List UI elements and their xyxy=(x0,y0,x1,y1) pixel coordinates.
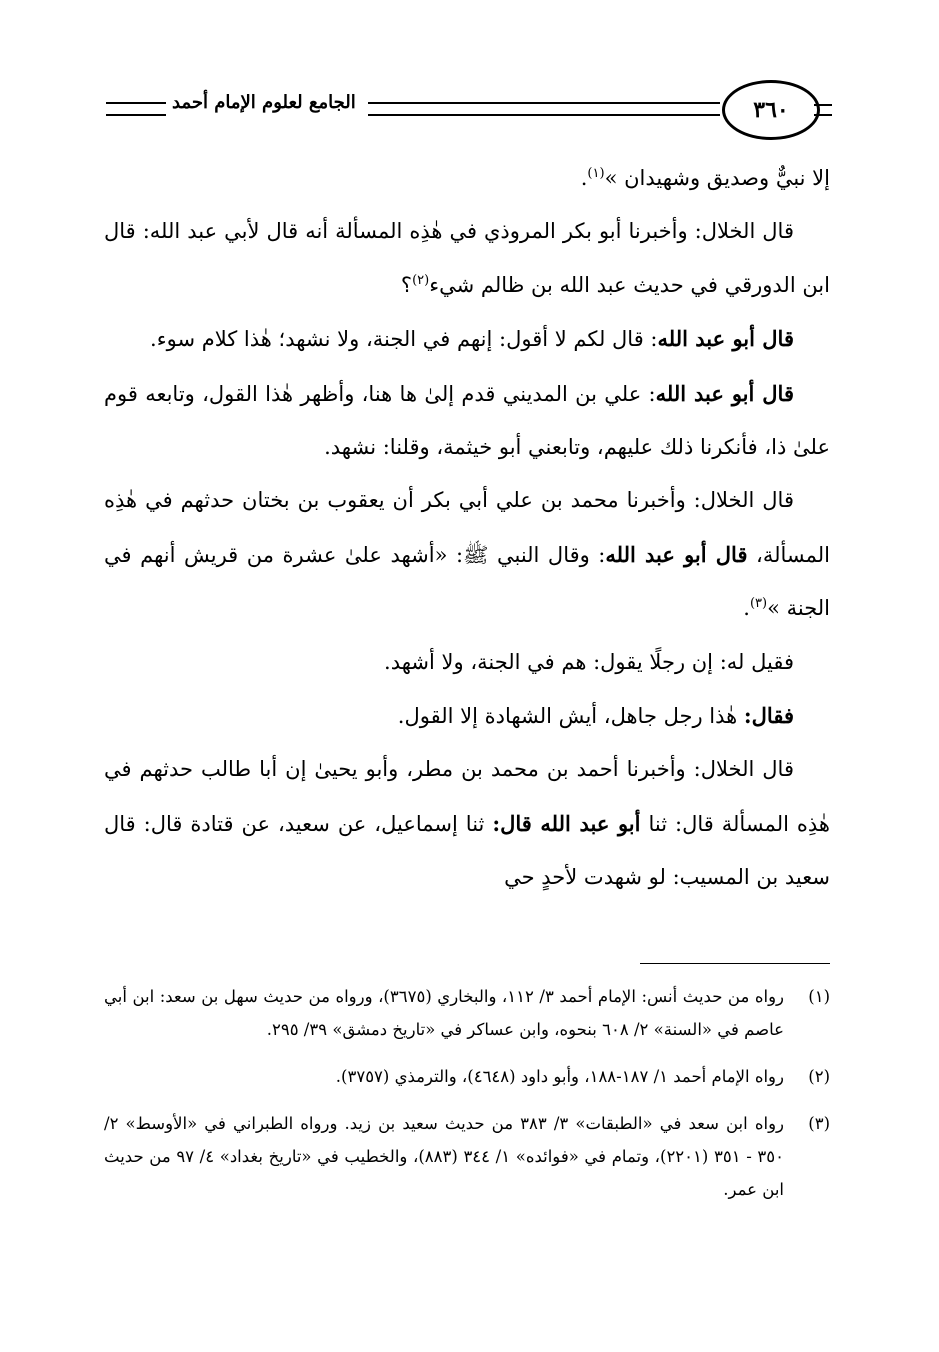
footnote-separator xyxy=(640,963,830,964)
footnote-ref-3: (٣) xyxy=(749,596,768,612)
speaker-label: قال أبو عبد الله xyxy=(605,541,748,567)
paragraph-4 xyxy=(104,367,830,475)
footnote-ref-1: (١) xyxy=(587,166,605,181)
paragraph-5 xyxy=(104,474,830,635)
paragraph-1 xyxy=(104,152,830,205)
paragraph-6 xyxy=(104,636,830,689)
paragraph-3 xyxy=(104,312,830,366)
paragraph-text: : علي بن المديني قدم إلىٰ ها هنا، وأظهر هٰذا القول، وتابعه قوم علىٰ ذا، فأنكرنا ذلك عليهم، وتابعني أبو خيثمة، وقلنا: نشهد. xyxy=(104,381,830,460)
footnote-text: رواه من حديث أنس: الإمام أحمد ٣/ ١١٢، والبخاري (٣٦٧٥)، ورواه من حديث سهل بن سعد: ابن أبي عاصم في «السنة» ٢/ ٦٠٨ بنحوه، وابن عساكر في «تاريخ دمشق» ٣٩/ ٢٩٥. xyxy=(104,987,785,1039)
punctuation: ؟ xyxy=(400,272,413,297)
page-header xyxy=(100,80,830,140)
header-rule-tail xyxy=(814,104,832,116)
paragraph-7 xyxy=(104,689,830,743)
speaker-label: أبو عبد الله قال: xyxy=(492,810,641,836)
footnote xyxy=(104,1107,830,1206)
paragraph-8 xyxy=(104,743,830,904)
paragraph-text: قال الخلال: وأخبرنا أبو بكر المروذي في هٰذِه المسألة أنه قال لأبي عبد الله: قال ابن الدورقي في حديث عبد الله بن ظالم شيء xyxy=(104,219,830,297)
running-title: الجامع لعلوم الإمام أحمد xyxy=(172,92,356,113)
main-text xyxy=(104,152,830,905)
header-rule-right xyxy=(368,102,720,116)
paragraph-text: ثنا إسماعيل، عن سعيد، عن قتادة قال: قال سعيد بن المسيب: لو شهدت لأحدٍ حي xyxy=(104,811,830,890)
footnote-number: (٣) xyxy=(808,1114,830,1133)
paragraph-text: فقيل له: إن رجلًا يقول: هم في الجنة، ولا أشهد. xyxy=(384,649,794,674)
footnote-number: (٢) xyxy=(808,1067,830,1086)
speaker-label: قال أبو عبد الله xyxy=(657,326,794,352)
speaker-label: قال أبو عبد الله xyxy=(655,380,794,406)
footnote-number: (١) xyxy=(808,987,830,1006)
footnote xyxy=(104,980,830,1046)
footnote-text: رواه الإمام أحمد ١/ ١٨٧-١٨٨، وأبو داود (٤٦٤٨)، والترمذي (٣٧٥٧). xyxy=(335,1067,784,1086)
punctuation: . xyxy=(743,596,750,621)
page-number: ٣٦٠ xyxy=(722,80,820,140)
footnote-ref-2: (٢) xyxy=(412,272,430,288)
paragraph-text: هٰذا رجل جاهل، أيش الشهادة إلا القول. xyxy=(397,704,744,729)
paragraph-text: إلا نبيٌّ وصديق وشهيدان » xyxy=(604,166,830,190)
paragraph-text: : قال لكم لا أقول: إنهم في الجنة، ولا نشهد؛ هٰذا كلام سوء. xyxy=(150,327,658,352)
footnote-text: رواه ابن سعد في «الطبقات» ٣/ ٣٨٣ من حديث سعيد بن زيد. ورواه الطبراني في «الأوسط» ٢/ ٣٥٠ - ٣٥١ (٢٢٠١)، وتمام في «فوائده» ١/ ٣٤٤ (٨٨٣)، والخطيب في «تاريخ بغداد» ٤/ ٩٧ من حديث ابن عمر. xyxy=(104,1114,785,1199)
speaker-label: فقال: xyxy=(743,703,794,729)
paragraph-text: قال الخلال: وأخبرنا أحمد بن محمد بن مطر، وأبو يحيىٰ إن أبا طالب حدثهم في هٰذِه المسألة قال: ثنا xyxy=(104,757,830,836)
paragraph-text: : وقال النبي ﷺ: «أشهد علىٰ عشرة من قريش أنهم في الجنة » xyxy=(104,542,830,621)
paragraph-2 xyxy=(104,205,830,312)
footnote xyxy=(104,1060,830,1093)
header-rule-left xyxy=(106,102,166,116)
paragraph-text: قال الخلال: وأخبرنا محمد بن علي أبي بكر أن يعقوب بن بختان حدثهم في هٰذِه المسألة، xyxy=(104,488,830,567)
footnotes xyxy=(104,980,830,1220)
punctuation: . xyxy=(580,166,588,190)
